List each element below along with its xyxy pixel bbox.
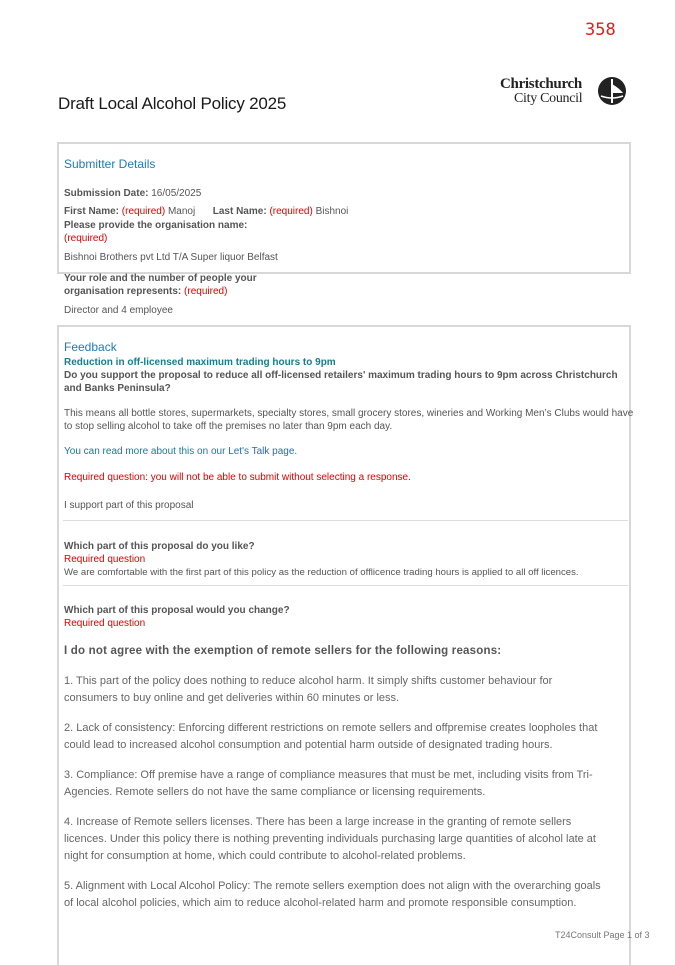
change-point xyxy=(64,767,593,801)
point-4-line3: night for consumption at home, which could contribute to alcohol-related problems. xyxy=(64,850,466,862)
feedback-heading: Feedback xyxy=(64,340,117,354)
org-name-value: Bishnoi Brothers pvt Ltd T/A Super liquor Belfast xyxy=(64,252,278,263)
org-name-label: Please provide the organisation name: xyxy=(64,220,248,231)
point-4-line1: 4. Increase of Remote sellers licenses. There has been a large increase in the granting of remote sellers xyxy=(64,816,572,828)
last-name-label: Last Name: xyxy=(212,206,267,217)
like-answer: We are comfortable with the first part of this policy as the reduction of offlicence trading hours is applied to all off licences. xyxy=(64,567,579,578)
council-emblem-icon xyxy=(597,76,627,106)
lets-talk-link[interactable]: Let's Talk page. xyxy=(228,446,298,457)
point-4-line2: licences. Under this policy there is nothing preventing individuals purchasing large quantities of alcohol late at xyxy=(64,833,596,845)
page-footer: T24Consult Page 1 of 3 xyxy=(555,930,650,940)
feedback-topic: Reduction in off-licensed maximum trading hours to 9pm xyxy=(64,357,336,368)
required-notice: Required question: you will not be able to submit without selecting a response. xyxy=(64,472,411,483)
document-title: Draft Local Alcohol Policy 2025 xyxy=(58,94,287,113)
point-2-line2: could lead to increased alcohol consumption and potential harm outside of designated trading hours. xyxy=(64,739,553,751)
change-point xyxy=(64,814,596,865)
point-3-line1: 3. Compliance: Off premise have a range of compliance measures that must be met, including visits from Tri- xyxy=(64,769,593,781)
submission-date-value: 16/05/2025 xyxy=(151,188,202,199)
feedback-question-line1: Do you support the proposal to reduce all off-licensed retailers' maximum trading hours to 9pm across Christchurch xyxy=(64,370,618,381)
read-more-text xyxy=(64,446,297,457)
page-number: 358 xyxy=(585,20,616,40)
change-question: Which part of this proposal would you change? xyxy=(64,605,290,616)
like-required: Required question xyxy=(64,554,146,565)
feedback-info-line1: This means all bottle stores, supermarkets, specialty stores, small grocery stores, wineries and Working Men’s Clubs would have xyxy=(64,408,634,419)
role-required: (required) xyxy=(184,286,228,297)
first-name-required: (required) xyxy=(121,206,166,217)
change-point xyxy=(64,878,601,912)
first-name-label: First Name: xyxy=(64,206,120,217)
role-label-line1: Your role and the number of people your xyxy=(64,273,257,284)
submission-date-row xyxy=(64,188,201,199)
logo-line2: City Council xyxy=(514,91,583,106)
role-label-row xyxy=(64,286,227,297)
point-2-line1: 2. Lack of consistency: Enforcing different restrictions on remote sellers and offpremise creates loopholes that xyxy=(64,722,598,734)
point-3-line2: Agencies. Remote sellers do not have the same compliance or licensing requirements. xyxy=(64,786,486,798)
submission-date-label: Submission Date: xyxy=(64,188,149,199)
feedback-question-line2: and Banks Peninsula? xyxy=(64,383,171,394)
support-answer: I support part of this proposal xyxy=(64,500,194,511)
first-name-value: Manoj xyxy=(167,206,196,217)
name-row xyxy=(64,206,348,217)
point-5-line1: 5. Alignment with Local Alcohol Policy: The remote sellers exemption does not align with the overarching goals xyxy=(64,880,601,892)
change-point xyxy=(64,720,597,754)
like-question: Which part of this proposal do you like? xyxy=(64,541,255,552)
change-required: Required question xyxy=(64,618,146,629)
council-logo xyxy=(500,76,630,108)
last-name-required: (required) xyxy=(269,206,313,217)
feedback-info-line2: to stop selling alcohol to take off the premises no later than 9pm each day. xyxy=(64,421,393,432)
org-name-required: (required) xyxy=(64,233,108,244)
submitter-details-heading: Submitter Details xyxy=(64,157,156,171)
role-label-line2: organisation represents: xyxy=(64,286,182,297)
change-intro: I do not agree with the exemption of remote sellers for the following reasons: xyxy=(64,645,502,657)
point-1-line1: 1. This part of the policy does nothing to reduce alcohol harm. It simply shifts customer behaviour for xyxy=(64,675,553,687)
last-name-value: Bishnoi xyxy=(315,206,349,217)
point-1-line2: consumers to buy online and get deliveries within 60 minutes or less. xyxy=(64,692,400,704)
logo-line1: Christchurch xyxy=(500,76,582,92)
change-point xyxy=(64,673,552,707)
read-more-prefix: You can read more about this on our xyxy=(64,446,229,457)
role-value: Director and 4 employee xyxy=(64,305,173,316)
point-5-line2: of local alcohol policies, which aim to reduce alcohol-related harm and promote responsible consumption. xyxy=(64,897,577,909)
divider xyxy=(63,520,628,521)
divider xyxy=(63,585,628,586)
